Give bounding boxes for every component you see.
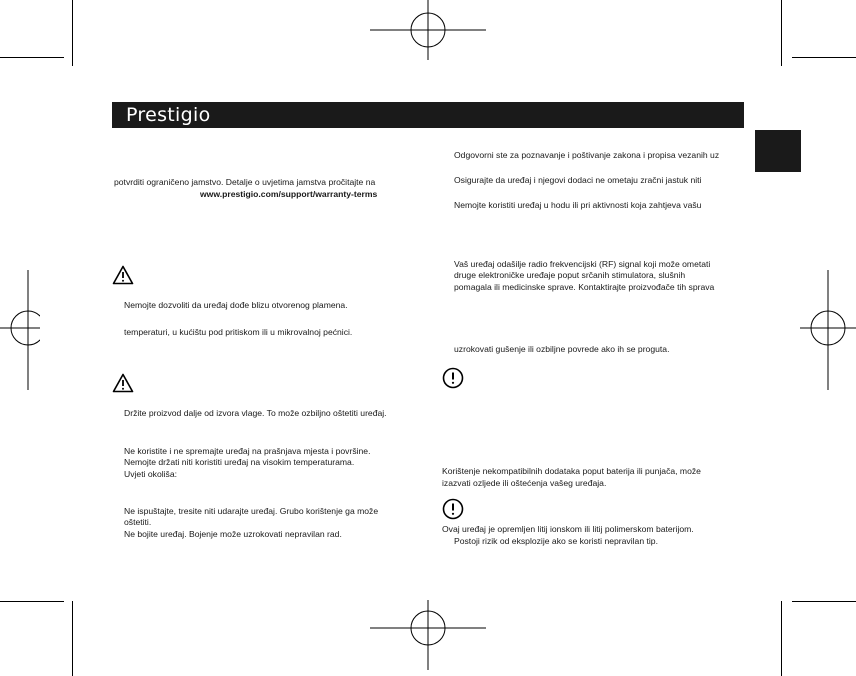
walking-text: Nemojte koristiti uređaj u hodu ili pri aktivnosti koja zahtjeva vašu [454,200,702,210]
registration-mark-left [0,270,40,390]
warning-triangle-icon [112,265,134,285]
choke-text: uzrokovati gušenje ili ozbiljne povrede ako ih se proguta. [454,344,670,354]
exclamation-circle-icon [442,367,464,389]
side-tab [755,130,801,172]
accessory-text-line-2: izazvati ozljede ili oštećenja vašeg uređaja. [442,478,607,488]
registration-mark-bottom [370,600,486,670]
environment-line-3: Uvjeti okoliša: [124,469,178,479]
accessory-text-line-1: Korištenje nekompatibilnih dodataka poput baterija ili punjača, može [442,466,701,476]
laws-text: Odgovorni ste za poznavanje i poštivanje zakona i propisa vezanih uz [454,150,720,160]
handling-line-3: Ne bojite uređaj. Bojenje može uzrokovati nepravilan rad. [124,529,342,539]
rf-text-line-3: pomagala ili medicinske sprave. Kontaktirajte proizvođače tih sprava [454,282,715,292]
warranty-url: www.prestigio.com/support/warranty-terms [200,189,378,199]
exclamation-circle-icon [442,498,464,520]
header-bar [112,102,744,128]
brand-logo: Prestigio [126,104,211,126]
moisture-warning: Držite proizvod dalje od izvora vlage. To može ozbiljno oštetiti uređaj. [124,408,387,418]
registration-mark-right [800,270,856,390]
environment-line-2: Nemojte držati niti koristiti uređaj na visokim temperaturama. [124,457,355,467]
handling-line-1: Ne ispuštajte, tresite niti udarajte uređaj. Grubo korištenje ga može [124,506,379,516]
handling-line-2: oštetiti. [124,517,152,527]
rf-text-line-2: druge elektroničke uređaje poput srčanih stimulatora, slušnih [454,270,686,280]
battery-text-line-1: Ovaj uređaj je opremljen litij ionskom ili litij polimerskom baterijom. [442,524,694,534]
airbag-text: Osigurajte da uređaj i njegovi dodaci ne ometaju zračni jastuk niti [454,175,702,185]
fire-warning-line-2: temperaturi, u kućištu pod pritiskom ili u mikrovalnoj pećnici. [124,327,353,337]
warning-triangle-icon [112,373,134,393]
rf-text-line-1: Vaš uređaj odašilje radio frekvencijski (RF) signal koji može ometati [454,259,711,269]
registration-mark-top [370,0,486,60]
fire-warning-line-1: Nemojte dozvoliti da uređaj dođe blizu otvorenog plamena. [124,300,348,310]
warranty-text: potvrditi ograničeno jamstvo. Detalje o uvjetima jamstva pročitajte na [114,177,376,187]
environment-line-1: Ne koristite i ne spremajte uređaj na prašnjava mjesta i površine. [124,446,371,456]
battery-text-line-2: Postoji rizik od eksplozije ako se koristi nepravilan tip. [454,536,658,546]
